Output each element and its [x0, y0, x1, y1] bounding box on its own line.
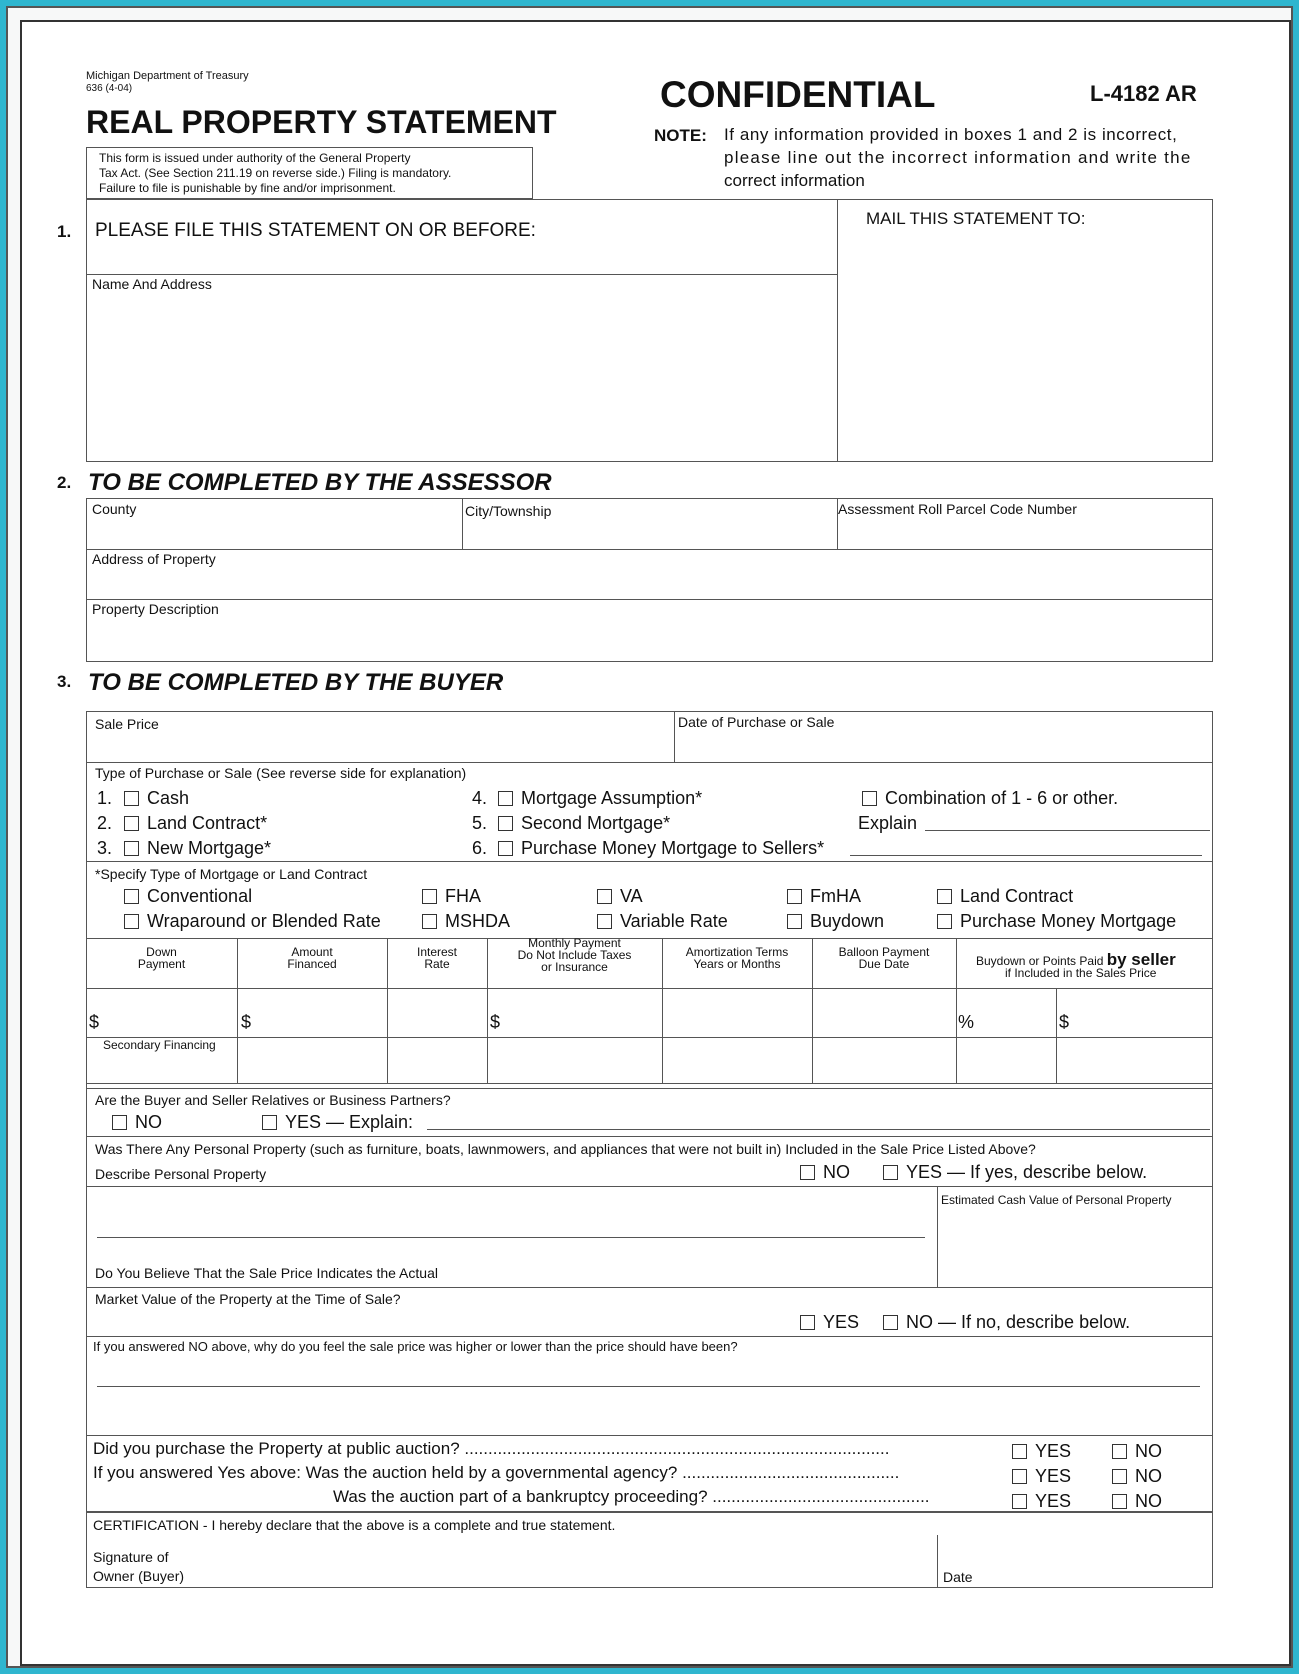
relatives-yes[interactable]	[262, 1112, 413, 1133]
believe-rule	[86, 1287, 1213, 1288]
type-1-num: 1.	[97, 788, 113, 808]
type-mortgage-assumption-checkbox[interactable]	[498, 791, 513, 806]
mortgage-land-contract-checkbox[interactable]	[937, 889, 952, 904]
form-number: L-4182 AR	[1090, 81, 1197, 106]
auction-3-yes-checkbox[interactable]	[1012, 1494, 1027, 1509]
mortgage-conventional-label: Conventional	[147, 886, 253, 906]
believe-yes-label: YES	[823, 1312, 860, 1332]
personal-no[interactable]	[800, 1162, 850, 1183]
personal-divider	[937, 1186, 938, 1287]
explain-line-1[interactable]	[925, 830, 1210, 831]
personal-yes[interactable]	[883, 1162, 1147, 1183]
relatives-no-label: NO	[135, 1112, 162, 1132]
mortgage-purchase-money-checkbox[interactable]	[937, 914, 952, 929]
explain-label: Explain	[858, 813, 918, 833]
financing-row-rule	[86, 1037, 1213, 1038]
down-payment-dollar[interactable]: $	[89, 1012, 100, 1032]
mortgage-purchase-money[interactable]	[937, 911, 1176, 932]
section-2-rule-2	[86, 599, 1213, 600]
type-purchase-money-checkbox[interactable]	[498, 841, 513, 856]
personal-no-label: NO	[823, 1162, 850, 1182]
believe-no-checkbox[interactable]	[883, 1315, 898, 1330]
type-cash-label: Cash	[147, 788, 190, 808]
dept-name: Michigan Department of Treasury	[86, 70, 249, 82]
parcel-code-field[interactable]: Assessment Roll Parcel Code Number	[838, 501, 1077, 517]
points-percent[interactable]: %	[958, 1012, 975, 1032]
mortgage-wraparound[interactable]	[124, 911, 381, 932]
why-rule	[86, 1435, 1213, 1436]
certification-divider	[937, 1535, 938, 1588]
auction-3-yes[interactable]	[1012, 1491, 1071, 1512]
type-2-num: 2.	[97, 813, 113, 833]
personal-yes-label: YES — If yes, describe below.	[906, 1162, 1148, 1182]
relatives-rule	[86, 1136, 1213, 1137]
relatives-yes-label: YES — Explain:	[285, 1112, 414, 1132]
col-buydown-line-2: if Included in the Sales Price	[1005, 966, 1157, 980]
explain-line-2[interactable]	[850, 855, 1202, 856]
estimated-cash-value-field[interactable]: Estimated Cash Value of Personal Property	[941, 1193, 1172, 1207]
type-second-mortgage-checkbox[interactable]	[498, 816, 513, 831]
col-amortization: Amortization Terms Years or Months	[685, 945, 789, 971]
mortgage-variable[interactable]	[597, 911, 728, 932]
type-5-num: 5.	[472, 813, 488, 833]
monthly-payment-dollar[interactable]: $	[490, 1012, 501, 1032]
mortgage-buydown-checkbox[interactable]	[787, 914, 802, 929]
mortgage-va[interactable]	[597, 886, 643, 907]
col-monthly-payment: Monthly Payment Do Not Include Taxes or Insurance	[517, 936, 632, 974]
authority-line-2: Tax Act. (See Section 211.19 on reverse side.) Filing is mandatory.	[99, 166, 452, 180]
certification-statement: CERTIFICATION - I hereby declare that the above is a complete and true statement.	[93, 1517, 616, 1533]
auction-2-no-checkbox[interactable]	[1112, 1469, 1127, 1484]
financing-header-rule	[86, 988, 1213, 989]
auction-1-no-label: NO	[1135, 1441, 1162, 1461]
believe-question-2: Market Value of the Property at the Time of Sale?	[95, 1291, 401, 1307]
authority-line-1: This form is issued under authority of the General Property	[99, 151, 411, 165]
type-land-contract-label: Land Contract*	[147, 813, 268, 833]
financing-table-bottom	[86, 1083, 1213, 1084]
believe-question-1: Do You Believe That the Sale Price Indicates the Actual	[95, 1265, 438, 1281]
section-2-divider-1	[462, 498, 463, 549]
note-line-1: If any information provided in boxes 1 and 2 is incorrect,	[724, 125, 1178, 144]
describe-personal-label: Describe Personal Property	[95, 1166, 267, 1182]
mortgage-variable-label: Variable Rate	[620, 911, 728, 931]
sale-price-field[interactable]: Sale Price	[95, 716, 159, 732]
property-description-field[interactable]: Property Description	[92, 601, 219, 617]
auction-question-2: If you answered Yes above: Was the auction held by a governmental agency? ..............................................	[93, 1463, 900, 1482]
section-2-box	[86, 498, 1213, 662]
mortgage-fmha-label: FmHA	[810, 886, 861, 906]
mortgage-fmha[interactable]	[787, 886, 861, 907]
confidential-label: CONFIDENTIAL	[660, 74, 936, 115]
type-cash[interactable]	[124, 788, 189, 809]
type-land-contract-checkbox[interactable]	[124, 816, 139, 831]
mortgage-purchase-money-label: Purchase Money Mortgage	[960, 911, 1177, 931]
personal-property-question: Was There Any Personal Property (such as furniture, boats, lawnmowers, and appliances that were not built in) Included in the Sale Price Listed Above?	[95, 1141, 1036, 1157]
signature-label-1: Signature of	[93, 1549, 169, 1565]
why-question: If you answered NO above, why do you feel the sale price was higher or lower than the price should have been?	[93, 1339, 738, 1354]
auction-3-no-label: NO	[1135, 1491, 1162, 1511]
note-line-2: please line out the incorrect information and write the	[724, 148, 1192, 167]
mortgage-land-contract-label: Land Contract	[960, 886, 1074, 906]
relatives-yes-checkbox[interactable]	[262, 1115, 277, 1130]
mortgage-va-label: VA	[620, 886, 643, 906]
mortgage-land-contract[interactable]	[937, 886, 1073, 907]
auction-1-yes-checkbox[interactable]	[1012, 1444, 1027, 1459]
mortgage-fmha-checkbox[interactable]	[787, 889, 802, 904]
auction-2-no[interactable]	[1112, 1466, 1162, 1487]
relatives-explain-line[interactable]	[427, 1129, 1210, 1130]
type-cash-checkbox[interactable]	[124, 791, 139, 806]
believe-yes-checkbox[interactable]	[800, 1315, 815, 1330]
believe-rule-2	[86, 1336, 1213, 1337]
type-land-contract[interactable]	[124, 813, 267, 834]
personal-describe-line[interactable]	[97, 1237, 925, 1238]
relatives-no-checkbox[interactable]	[112, 1115, 127, 1130]
mortgage-wraparound-checkbox[interactable]	[124, 914, 139, 929]
type-combination-label: Combination of 1 - 6 or other.	[885, 788, 1119, 808]
mortgage-fha-checkbox[interactable]	[422, 889, 437, 904]
why-answer-line[interactable]	[97, 1386, 1200, 1387]
section-3-title: TO BE COMPLETED BY THE BUYER	[88, 669, 504, 696]
sale-rule	[86, 762, 1213, 763]
believe-yes[interactable]	[800, 1312, 859, 1333]
mortgage-mshda[interactable]	[422, 911, 510, 932]
date-of-purchase-field[interactable]: Date of Purchase or Sale	[678, 714, 835, 730]
type-rule	[86, 861, 1213, 862]
auction-3-no[interactable]	[1112, 1491, 1162, 1512]
auction-1-no-checkbox[interactable]	[1112, 1444, 1127, 1459]
section-2-rule-1	[86, 549, 1213, 550]
mortgage-va-checkbox[interactable]	[597, 889, 612, 904]
property-address-field[interactable]: Address of Property	[92, 551, 216, 567]
personal-no-checkbox[interactable]	[800, 1165, 815, 1180]
type-mortgage-assumption[interactable]	[498, 788, 702, 809]
type-combination[interactable]	[862, 788, 1118, 809]
believe-no-label: NO — If no, describe below.	[906, 1312, 1131, 1332]
sale-divider	[674, 711, 675, 762]
note-label: NOTE:	[654, 126, 707, 145]
auction-2-yes[interactable]	[1012, 1466, 1071, 1487]
col-divider-7	[1056, 988, 1057, 1083]
county-field[interactable]: County	[92, 501, 137, 517]
auction-2-yes-label: YES	[1035, 1466, 1072, 1486]
form-code: 636 (4-04)	[86, 83, 133, 94]
col-divider-6	[956, 938, 957, 1083]
col-buydown-line-1: Buydown or Points Paid by seller	[976, 950, 1176, 969]
section-1-number: 1.	[57, 222, 72, 241]
type-purchase-money[interactable]	[498, 838, 824, 859]
section-2-title: TO BE COMPLETED BY THE ASSESSOR	[88, 469, 552, 496]
relatives-no[interactable]	[112, 1112, 162, 1133]
type-of-purchase-label: Type of Purchase or Sale (See reverse side for explanation)	[95, 765, 467, 781]
type-purchase-money-label: Purchase Money Mortgage to Sellers*	[521, 838, 825, 858]
type-combination-checkbox[interactable]	[862, 791, 877, 806]
relatives-question: Are the Buyer and Seller Relatives or Business Partners?	[95, 1092, 451, 1108]
personal-yes-checkbox[interactable]	[883, 1165, 898, 1180]
auction-2-yes-checkbox[interactable]	[1012, 1469, 1027, 1484]
section-3-number: 3.	[57, 672, 72, 691]
form-title: REAL PROPERTY STATEMENT	[86, 104, 557, 140]
amount-financed-dollar[interactable]: $	[241, 1012, 252, 1032]
auction-question-1: Did you purchase the Property at public auction? ..........................................................................................	[93, 1439, 890, 1458]
name-address-field[interactable]: Name And Address	[92, 276, 212, 292]
signature-field[interactable]: Owner (Buyer)	[93, 1568, 185, 1584]
auction-3-no-checkbox[interactable]	[1112, 1494, 1127, 1509]
type-4-num: 4.	[472, 788, 488, 808]
auction-2-no-label: NO	[1135, 1466, 1162, 1486]
type-new-mortgage[interactable]	[124, 838, 271, 859]
note-line-3: correct information	[724, 171, 865, 190]
mail-to-label: MAIL THIS STATEMENT TO:	[866, 209, 1086, 228]
mortgage-variable-checkbox[interactable]	[597, 914, 612, 929]
col-balloon: Balloon Payment Due Date	[838, 945, 930, 971]
city-township-field[interactable]: City/Township	[465, 503, 552, 519]
secondary-financing-label: Secondary Financing	[103, 1038, 216, 1052]
mortgage-fha[interactable]	[422, 886, 481, 907]
type-mortgage-assumption-label: Mortgage Assumption*	[521, 788, 703, 808]
section-2-number: 2.	[57, 473, 72, 492]
type-new-mortgage-label: New Mortgage*	[147, 838, 272, 858]
col-interest-rate: Interest Rate	[416, 945, 458, 971]
auction-3-yes-label: YES	[1035, 1491, 1072, 1511]
mortgage-mshda-label: MSHDA	[445, 911, 511, 931]
section-1-divider	[837, 199, 838, 462]
auction-1-no[interactable]	[1112, 1441, 1162, 1462]
col-down-payment: Down Payment	[137, 945, 186, 971]
authority-line-3: Failure to file is punishable by fine and/or imprisonment.	[99, 181, 396, 195]
financing-table-bottom-2	[86, 1088, 1213, 1089]
type-3-num: 3.	[97, 838, 113, 858]
type-second-mortgage[interactable]	[498, 813, 670, 834]
col-amount-financed: Amount Financed	[287, 945, 337, 971]
type-second-mortgage-label: Second Mortgage*	[521, 813, 671, 833]
mortgage-buydown[interactable]	[787, 911, 884, 932]
auction-1-yes[interactable]	[1012, 1441, 1071, 1462]
type-6-num: 6.	[472, 838, 488, 858]
mortgage-conventional-checkbox[interactable]	[124, 889, 139, 904]
auction-question-3: Was the auction part of a bankruptcy proceeding? ..............................................	[333, 1487, 930, 1506]
auction-1-yes-label: YES	[1035, 1441, 1072, 1461]
section-1-rule	[86, 274, 837, 275]
specify-label: *Specify Type of Mortgage or Land Contract	[95, 866, 368, 882]
mortgage-buydown-label: Buydown	[810, 911, 885, 931]
mortgage-mshda-checkbox[interactable]	[422, 914, 437, 929]
date-field[interactable]: Date	[943, 1569, 973, 1585]
file-by-label: PLEASE FILE THIS STATEMENT ON OR BEFORE:	[95, 220, 536, 241]
buydown-dollar[interactable]: $	[1059, 1012, 1070, 1032]
type-new-mortgage-checkbox[interactable]	[124, 841, 139, 856]
personal-rule	[86, 1186, 1213, 1187]
mortgage-wraparound-label: Wraparound or Blended Rate	[147, 911, 381, 931]
mortgage-fha-label: FHA	[445, 886, 481, 906]
mortgage-conventional[interactable]	[124, 886, 252, 907]
believe-no[interactable]	[883, 1312, 1130, 1333]
